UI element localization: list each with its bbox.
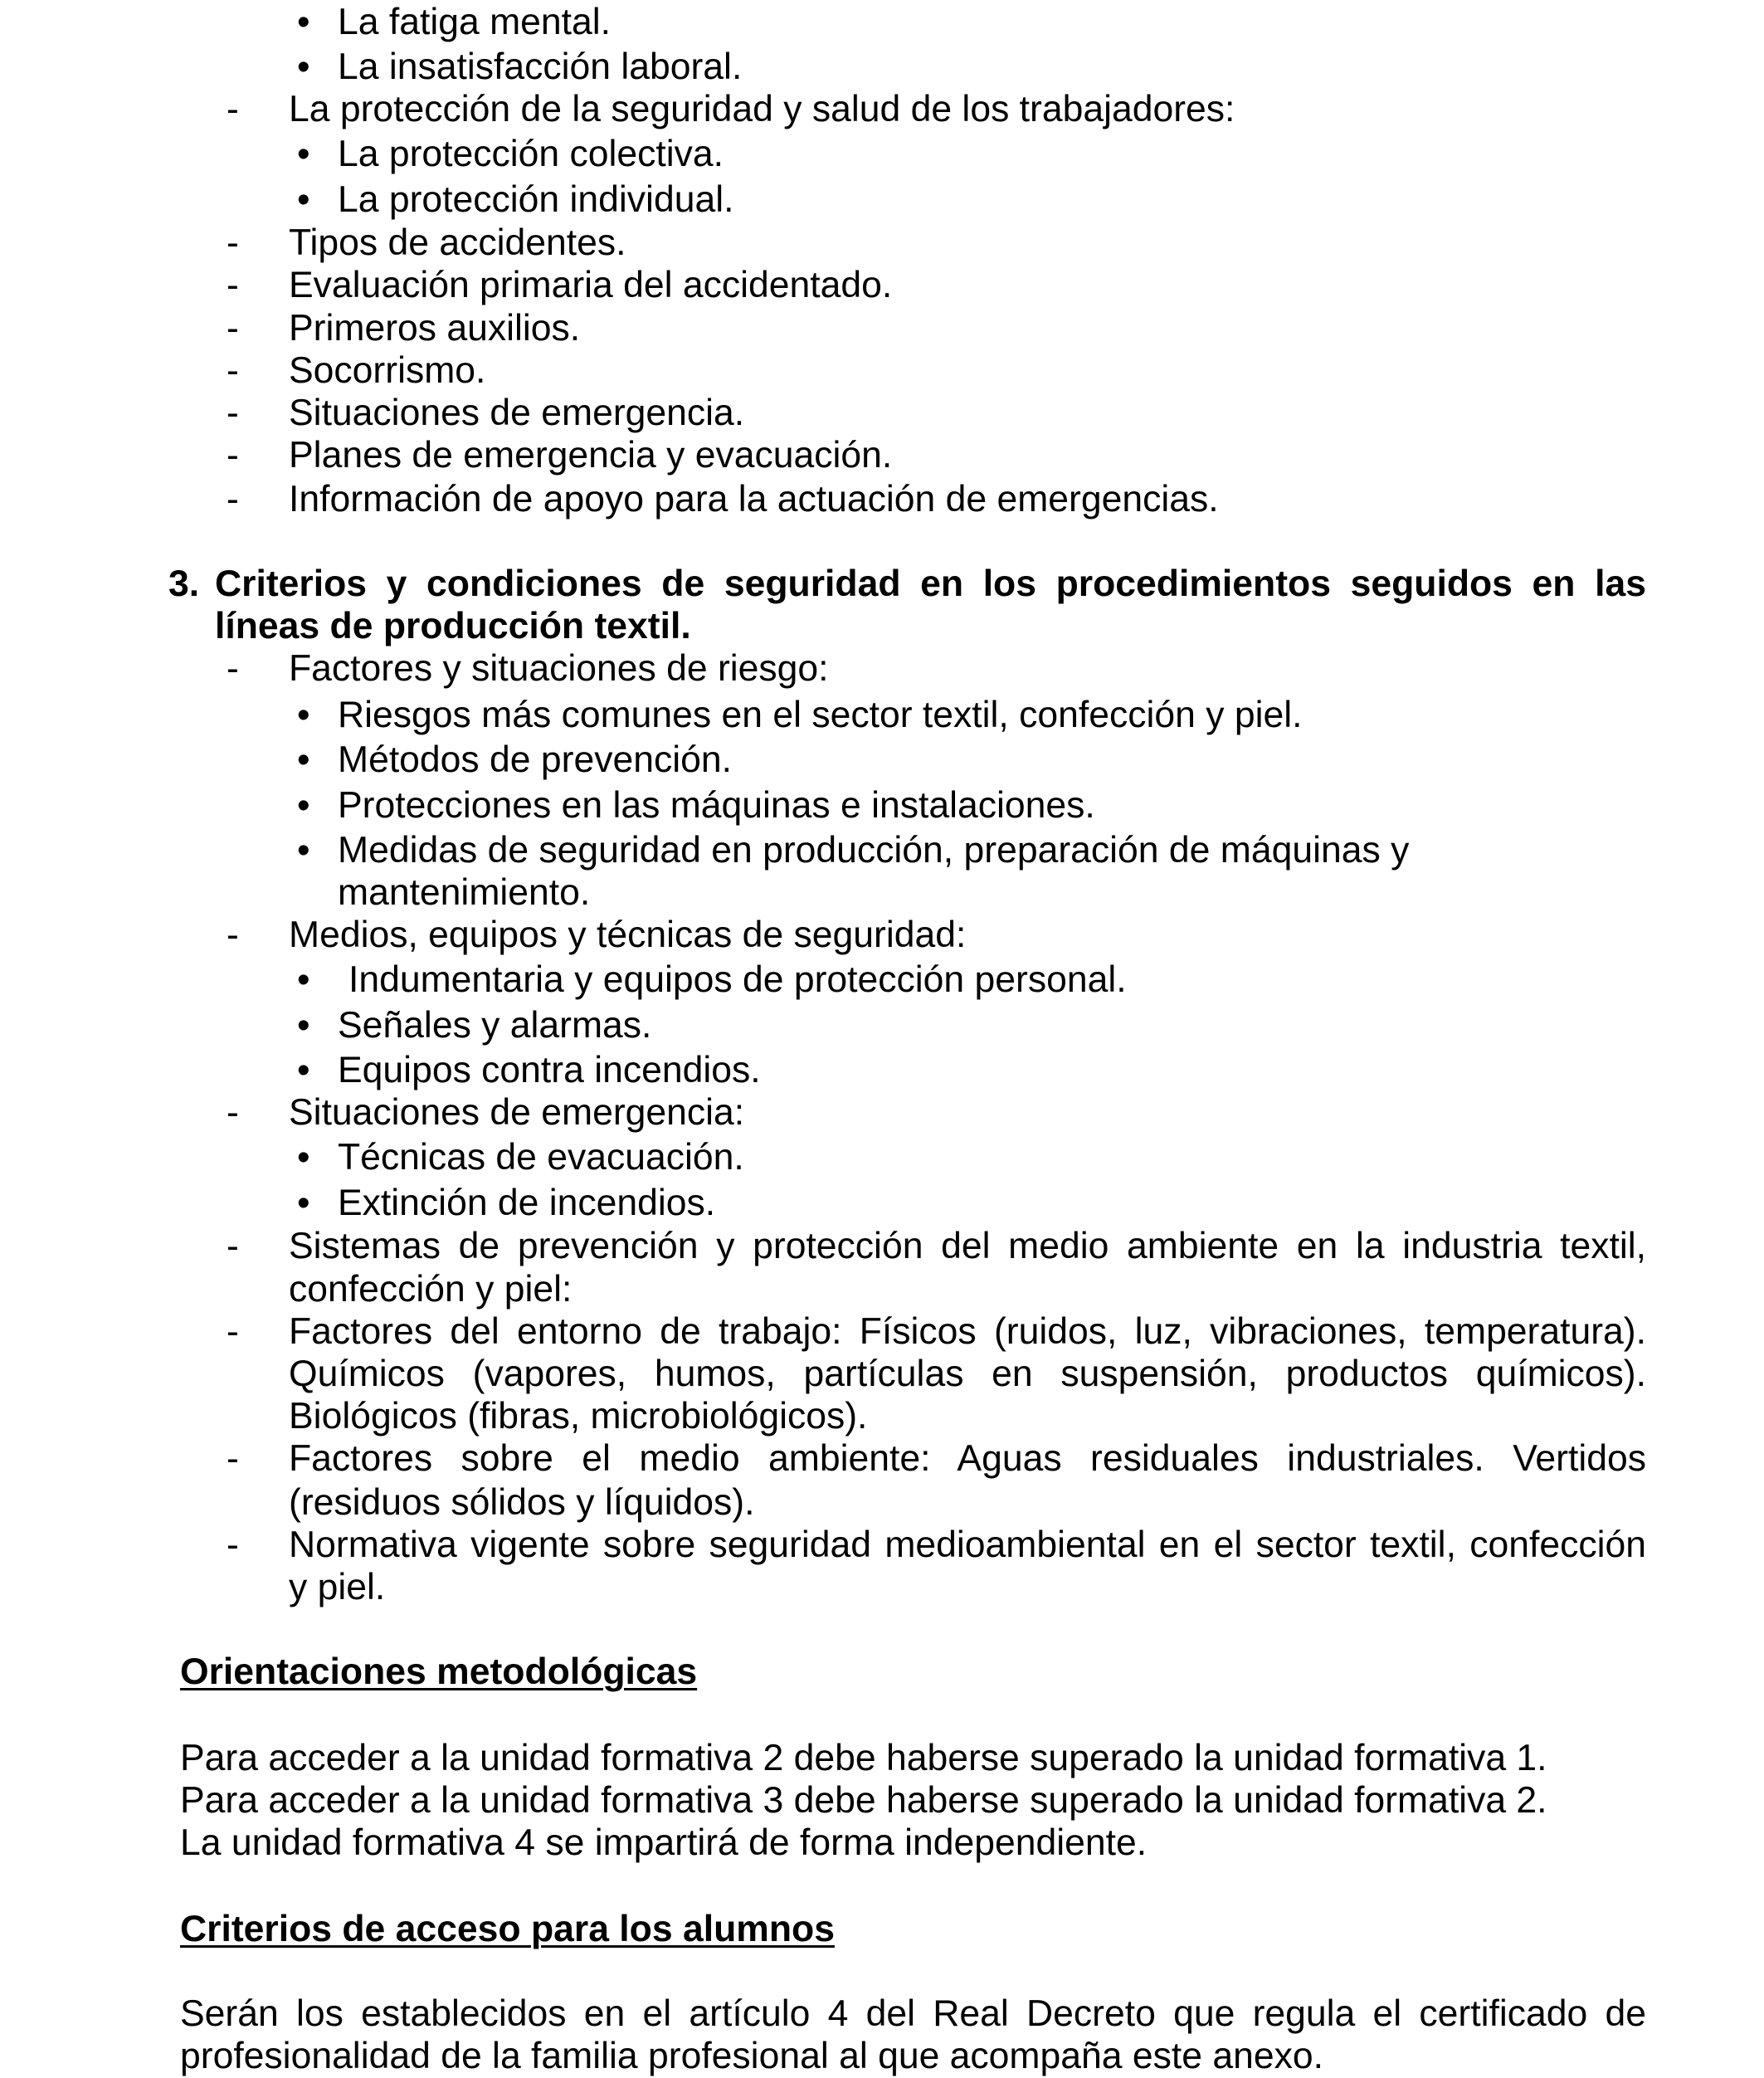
dash-marker: -: [227, 479, 239, 520]
bullet-marker: •: [297, 134, 310, 174]
list-subitem-text: Métodos de prevención.: [338, 739, 732, 780]
list-subitem-text: Medidas de seguridad en producción, preparación de máquinas y: [338, 830, 1410, 871]
bullet-marker: •: [297, 1050, 310, 1090]
list-item: [0, 1437, 1764, 1480]
list-subitem: [0, 1049, 1764, 1091]
section-title: [0, 605, 1764, 647]
section-title-line: líneas de producción textil.: [215, 606, 691, 646]
list-item-text: Tipos de accidentes.: [289, 222, 626, 263]
paragraph-line: [0, 1822, 1764, 1864]
list-subitem: [0, 959, 1764, 1001]
paragraph-text: profesionalidad de la familia profesional al que acompaña este anexo.: [180, 2036, 1323, 2076]
list-item: [0, 307, 1764, 349]
dash-marker: -: [227, 89, 239, 129]
list-subitem-text: La protección colectiva.: [338, 134, 724, 174]
list-item-text: Factores y situaciones de riesgo:: [289, 648, 829, 689]
list-item: [0, 647, 1764, 690]
list-item-continuation: [0, 1566, 1764, 1608]
list-item-text: confección y piel:: [289, 1269, 573, 1310]
list-item-text: Situaciones de emergencia.: [289, 393, 745, 433]
bullet-marker: •: [297, 785, 310, 826]
paragraph-line: [0, 1779, 1764, 1822]
list-subitem: [0, 1136, 1764, 1178]
list-item-text: Socorrismo.: [289, 350, 486, 391]
list-item-text: Factores sobre el medio ambiente: Aguas residuales industriales. Vertidos: [289, 1438, 1646, 1479]
list-subitem-text: Extinción de incendios.: [338, 1183, 716, 1223]
list-subitem: [0, 1004, 1764, 1046]
list-item-text: Químicos (vapores, humos, partículas en suspensión, productos químicos).: [289, 1354, 1646, 1394]
list-subitem-text: Indumentaria y equipos de protección personal.: [348, 959, 1127, 1000]
list-item: [0, 222, 1764, 264]
list-subitem-text: Protecciones en las máquinas e instalaciones.: [338, 785, 1095, 826]
list-item-continuation: [0, 1481, 1764, 1524]
section-title: [0, 563, 1764, 605]
list-item: [0, 1310, 1764, 1353]
dash-marker: -: [227, 308, 239, 349]
section-heading: [0, 1908, 1764, 1950]
list-subitem-text: La protección individual.: [338, 179, 734, 220]
list-subitem-text: Equipos contra incendios.: [338, 1050, 761, 1090]
access-criteria-heading: Criterios de acceso para los alumnos: [180, 1909, 835, 1949]
list-subitem-text: Señales y alarmas.: [338, 1005, 652, 1046]
list-item: [0, 392, 1764, 434]
list-subitem-text: Riesgos más comunes en el sector textil, confección y piel.: [338, 695, 1303, 735]
bullet-marker: •: [297, 959, 310, 1000]
dash-marker: -: [227, 648, 239, 689]
paragraph-text: La unidad formativa 4 se impartirá de forma independiente.: [180, 1822, 1148, 1863]
bullet-marker: •: [297, 179, 310, 220]
dash-marker: -: [227, 1311, 239, 1352]
bullet-marker: •: [297, 739, 310, 780]
paragraph-text: Para acceder a la unidad formativa 2 debe haberse superado la unidad formativa 1.: [180, 1738, 1547, 1778]
dash-marker: -: [227, 222, 239, 263]
paragraph-line: [0, 1737, 1764, 1779]
list-item-text: Biológicos (fibras, microbiológicos).: [289, 1396, 868, 1437]
list-item-text: Sistemas de prevención y protección del medio ambiente en la industria textil,: [289, 1226, 1646, 1266]
list-subitem-text: Técnicas de evacuación.: [338, 1137, 744, 1178]
list-item-text: y piel.: [289, 1567, 386, 1607]
list-subitem: [0, 1, 1764, 43]
bullet-marker: •: [297, 2, 310, 42]
dash-marker: -: [227, 1226, 239, 1266]
list-item-text: Planes de emergencia y evacuación.: [289, 435, 893, 476]
list-subitem: [0, 829, 1764, 871]
list-item: [0, 1524, 1764, 1566]
list-item-text: Factores del entorno de trabajo: Físicos (ruidos, luz, vibraciones, temperatura).: [289, 1311, 1646, 1352]
bullet-marker: •: [297, 1137, 310, 1178]
list-subitem: [0, 694, 1764, 736]
list-item: [0, 1091, 1764, 1134]
paragraph-line: [0, 2035, 1764, 2077]
list-item: [0, 434, 1764, 476]
list-item-text: Medios, equipos y técnicas de seguridad:: [289, 915, 967, 955]
list-item: [0, 264, 1764, 306]
section-heading: [0, 1651, 1764, 1693]
list-item-text: Situaciones de emergencia:: [289, 1092, 745, 1133]
list-item: [0, 478, 1764, 520]
section-number: 3.: [168, 563, 200, 604]
list-item: [0, 914, 1764, 956]
list-item: [0, 349, 1764, 392]
list-subitem-text: La insatisfacción laboral.: [338, 46, 743, 87]
dash-marker: -: [227, 1438, 239, 1479]
list-item: [0, 88, 1764, 130]
bullet-marker: •: [297, 695, 310, 735]
list-subitem-text: La fatiga mental.: [338, 2, 612, 42]
list-subitem: [0, 739, 1764, 781]
dash-marker: -: [227, 915, 239, 955]
bullet-marker: •: [297, 1005, 310, 1046]
list-subitem: [0, 178, 1764, 221]
list-item: [0, 1225, 1764, 1267]
dash-marker: -: [227, 1092, 239, 1133]
methodology-heading: Orientaciones metodológicas: [180, 1651, 698, 1692]
list-subitem: [0, 46, 1764, 88]
list-item-continuation: [0, 1268, 1764, 1310]
paragraph-text: Serán los establecidos en el artículo 4 del Real Decreto que regula el certificado de: [180, 1993, 1646, 2034]
bullet-marker: •: [297, 830, 310, 871]
list-item-continuation: [0, 1395, 1764, 1437]
list-item-text: Información de apoyo para la actuación de emergencias.: [289, 479, 1219, 520]
list-item-text: (residuos sólidos y líquidos).: [289, 1482, 755, 1523]
list-subitem-text: mantenimiento.: [338, 872, 591, 913]
paragraph-text: Para acceder a la unidad formativa 3 debe haberse superado la unidad formativa 2.: [180, 1780, 1547, 1821]
list-subitem-continuation: [0, 871, 1764, 914]
dash-marker: -: [227, 265, 239, 305]
bullet-marker: •: [297, 1183, 310, 1223]
dash-marker: -: [227, 435, 239, 476]
list-item-continuation: [0, 1353, 1764, 1395]
list-item-text: La protección de la seguridad y salud de los trabajadores:: [289, 89, 1235, 129]
list-item-text: Evaluación primaria del accidentado.: [289, 265, 893, 305]
dash-marker: -: [227, 1524, 239, 1565]
paragraph-line: [0, 1993, 1764, 2035]
dash-marker: -: [227, 393, 239, 433]
list-item-text: Primeros auxilios.: [289, 308, 581, 349]
list-subitem: [0, 1182, 1764, 1224]
section-title-line: Criterios y condiciones de seguridad en los procedimientos seguidos en las: [215, 563, 1646, 604]
bullet-marker: •: [297, 46, 310, 87]
list-subitem: [0, 133, 1764, 175]
list-item-text: Normativa vigente sobre seguridad medioambiental en el sector textil, confección: [289, 1524, 1646, 1565]
list-subitem: [0, 784, 1764, 827]
dash-marker: -: [227, 350, 239, 391]
